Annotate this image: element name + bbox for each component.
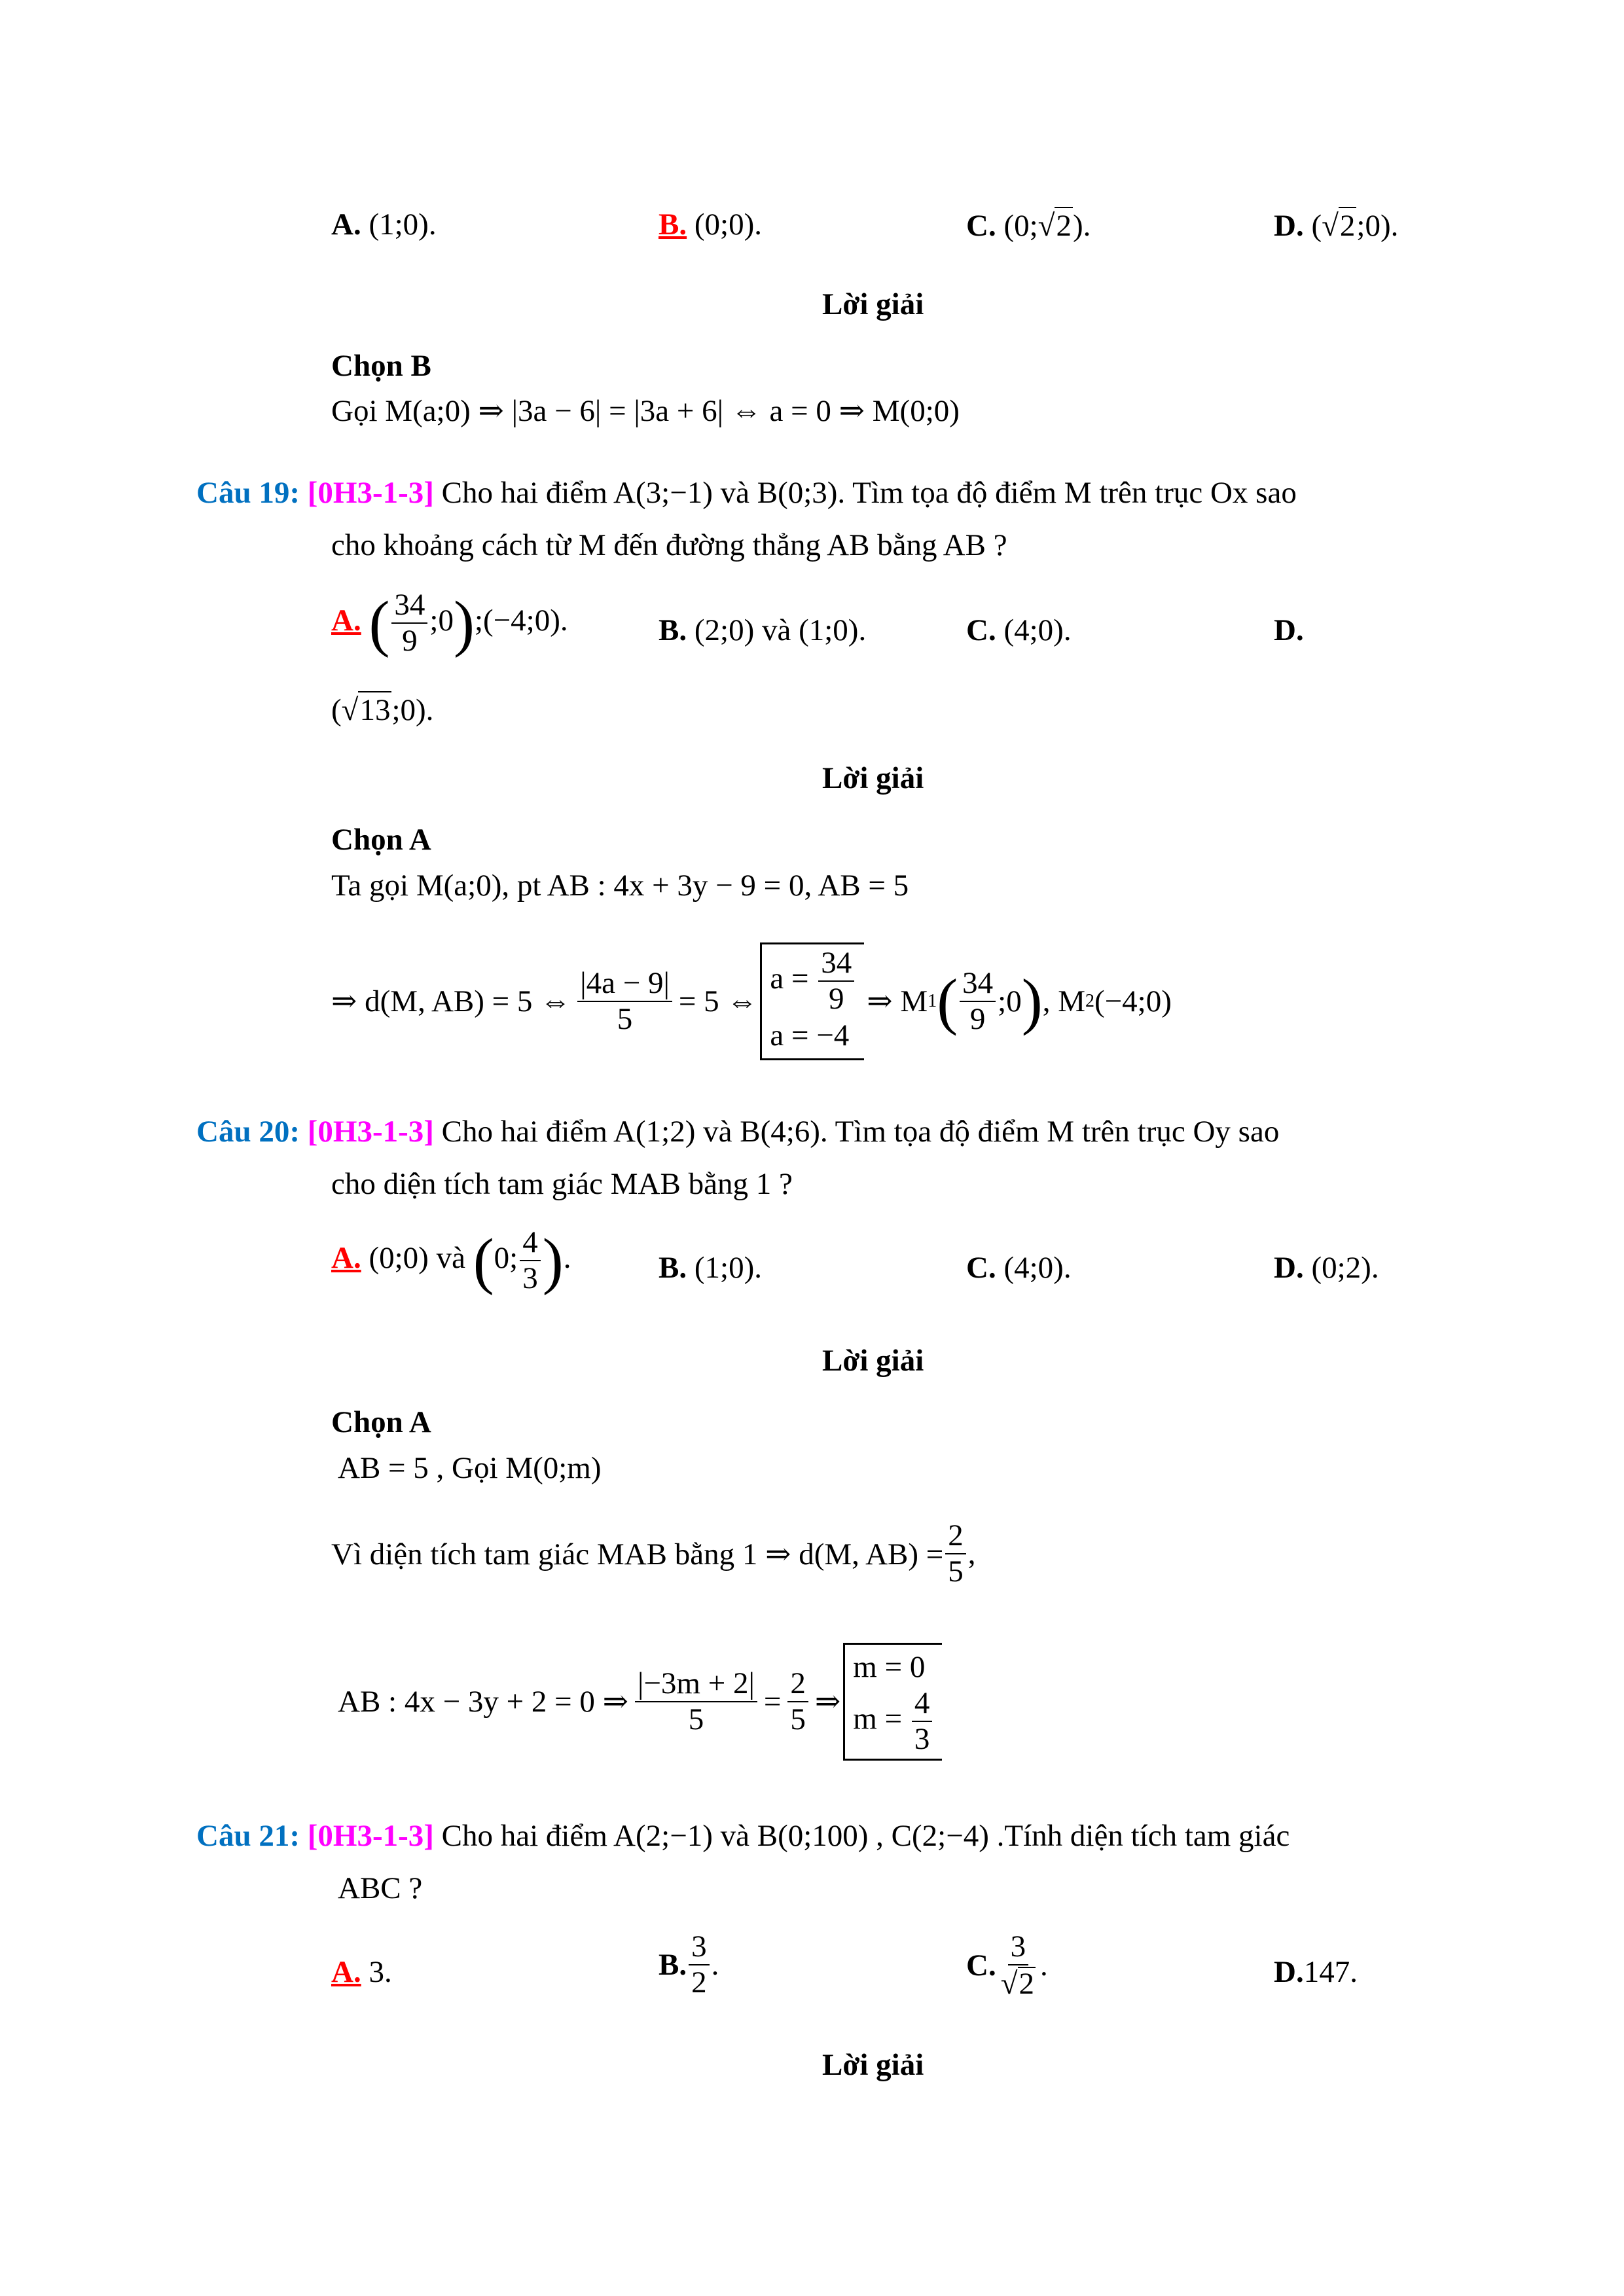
option-label: C.: [966, 209, 996, 243]
denominator: 5: [948, 1554, 964, 1589]
option-value: (4;0).: [1003, 613, 1072, 647]
denominator: 5: [790, 1702, 806, 1736]
option-label: B.: [659, 613, 687, 647]
q20-option-a: [331, 1227, 571, 1295]
q21-solution-heading: Lời giải: [822, 2048, 924, 2082]
q21-stem-line1: [196, 1818, 1290, 1854]
paren-close: ): [453, 588, 475, 658]
distance-expr: ⇒ d(M, AB) = 5 ⇔: [331, 984, 571, 1019]
option-value-pre: (: [331, 693, 342, 727]
fraction: [998, 1931, 1038, 2001]
option-label: A.: [331, 1241, 361, 1276]
denominator: [998, 1965, 1038, 2000]
paren-close: ): [542, 1225, 564, 1296]
option-label: B.: [659, 207, 687, 242]
fraction: [635, 1668, 757, 1736]
punct: ,: [967, 1537, 976, 1571]
question-tag: [0H3-1-3]: [307, 1115, 434, 1149]
system-row-1: [770, 947, 856, 1016]
q18-solution-heading: Lời giải: [822, 287, 924, 321]
result-prefix: ⇒ M: [867, 984, 928, 1019]
q20-stem-line2: cho diện tích tam giác MAB bằng 1 ?: [331, 1167, 793, 1201]
q20-stem-line1: [196, 1114, 1279, 1149]
option-label: B.: [659, 1948, 687, 1982]
numerator: 3: [689, 1931, 710, 1965]
option-label: C.: [966, 1948, 996, 1983]
q18-option-d: [1274, 207, 1398, 243]
option-value: 147.: [1303, 1955, 1358, 1989]
denominator: 9: [829, 982, 844, 1016]
sqrt-radicand: 13: [358, 691, 391, 728]
numerator: 2: [787, 1668, 808, 1702]
option-value-post: .: [711, 1948, 719, 1982]
numerator: |4a − 9|: [577, 967, 672, 1002]
q19-solution-heading: Lời giải: [822, 761, 924, 795]
q20-option-d: [1274, 1250, 1379, 1285]
fraction: [520, 1227, 541, 1295]
option-value-post: ;0).: [391, 693, 434, 727]
sqrt: √2: [1322, 207, 1356, 243]
denominator: 5: [617, 1001, 633, 1036]
denominator: 9: [402, 624, 418, 658]
fraction: [689, 1931, 710, 2000]
q18-option-c: [966, 207, 1091, 243]
q19-option-c: [966, 613, 1072, 648]
q21-option-c: [966, 1931, 1048, 2001]
system-row-2: a = −4: [770, 1018, 850, 1052]
q18-chosen: Chọn B: [331, 349, 431, 383]
q18-option-b: [659, 207, 762, 242]
subscript: 2: [1085, 990, 1094, 1011]
fraction: [818, 947, 854, 1016]
question-number: Câu 20:: [196, 1115, 300, 1149]
option-value-post: ;0).: [1356, 209, 1399, 243]
paren-close: ): [1021, 965, 1043, 1036]
equals-expr: = 5 ⇔: [678, 984, 758, 1018]
sqrt-radicand: 2: [1019, 1967, 1034, 2001]
sqrt-radicand: 2: [1339, 207, 1357, 243]
numerator: |−3m + 2|: [635, 1668, 757, 1702]
sqrt: √2: [1038, 207, 1073, 243]
q19-stem-line1: [196, 475, 1297, 511]
denominator: 9: [969, 1001, 986, 1036]
option-value-pre: (: [1311, 209, 1322, 243]
option-label: C.: [966, 613, 996, 647]
q20-option-c: [966, 1250, 1072, 1285]
question-text: Cho hai điểm A(3;−1) và B(0;3). Tìm tọa độ điểm M trên trục Ox sao: [441, 476, 1297, 510]
option-value-pre: (0;: [1003, 209, 1038, 243]
q20-chosen: Chọn A: [331, 1405, 431, 1439]
question-tag: [0H3-1-3]: [307, 476, 434, 510]
option-label: D.: [1274, 1955, 1304, 1989]
subscript: 1: [928, 990, 937, 1011]
fraction: [787, 1668, 808, 1736]
q19-chosen: Chọn A: [331, 823, 431, 857]
sqrt: √2: [1000, 1967, 1034, 2001]
numerator: 4: [912, 1687, 933, 1722]
numerator: 34: [960, 967, 996, 1002]
q19-option-b: [659, 613, 866, 648]
q20-solution-line2: [331, 1520, 976, 1588]
q19-solution-line1: Ta gọi M(a;0), pt AB : 4x + 3y − 9 = 0, AB = 5: [331, 869, 909, 903]
option-value-post: .: [563, 1241, 571, 1276]
option-value-rest: ;(−4;0).: [474, 603, 568, 638]
option-value: (1;0).: [694, 1251, 762, 1285]
denominator: 5: [688, 1702, 704, 1736]
option-value-mid: ;0: [429, 603, 454, 638]
q18-solution-line: Gọi M(a;0) ⇒ |3a − 6| = |3a + 6| ⇔ a = 0 ⇒ M(0;0): [331, 394, 960, 428]
option-value-in: 0;: [494, 1241, 518, 1276]
option-value: (4;0).: [1003, 1251, 1072, 1285]
q19-option-d-value: [331, 691, 433, 728]
sqrt: √13: [342, 691, 392, 728]
q20-solution-line3: [338, 1643, 945, 1761]
numerator: 34: [818, 947, 854, 982]
equals: =: [763, 1684, 782, 1719]
q20-solution-heading: Lời giải: [822, 1344, 924, 1378]
system-lhs: m =: [853, 1702, 903, 1736]
paren-open: (: [369, 588, 390, 658]
option-value-post: .: [1040, 1948, 1048, 1983]
result-post: (−4;0): [1094, 984, 1172, 1018]
option-value: (0;2).: [1311, 1251, 1379, 1285]
solution-system: [760, 942, 864, 1060]
denominator: 3: [522, 1261, 538, 1296]
option-value: (0;0).: [694, 207, 762, 242]
result-m2: , M: [1042, 984, 1085, 1018]
question-number: Câu 19:: [196, 476, 300, 510]
sqrt-radicand: 2: [1055, 207, 1073, 243]
system-lhs: a =: [770, 961, 809, 996]
paren-open: (: [473, 1225, 494, 1296]
option-label: C.: [966, 1251, 996, 1285]
option-label: A.: [331, 1955, 361, 1989]
question-number: Câu 21:: [196, 1819, 300, 1853]
denominator: 2: [691, 1965, 707, 2000]
fraction: [960, 967, 996, 1036]
option-label: A.: [331, 207, 361, 242]
option-value: (1;0).: [369, 207, 437, 242]
question-tag: [0H3-1-3]: [307, 1819, 434, 1853]
option-value-post: ).: [1072, 209, 1091, 243]
numerator: 3: [1008, 1931, 1029, 1965]
q20-option-b: [659, 1250, 762, 1285]
q19-option-a: [331, 589, 568, 658]
solution-system: [843, 1643, 942, 1761]
arrow: ⇒: [814, 1685, 841, 1719]
q19-stem-line2: cho khoảng cách từ M đến đường thẳng AB bằng AB ?: [331, 528, 1007, 562]
fraction: [945, 1520, 966, 1588]
option-label: D.: [1274, 1251, 1304, 1285]
numerator: 34: [391, 589, 427, 624]
system-row-2: [853, 1687, 934, 1756]
q21-option-d: [1274, 1954, 1358, 1990]
option-label: A.: [331, 603, 361, 638]
option-value-pre: (0;0) và: [369, 1241, 465, 1276]
option-label: D.: [1274, 209, 1304, 243]
fraction: [577, 967, 672, 1036]
q19-option-d-label: [1274, 613, 1304, 648]
numerator: 2: [945, 1520, 966, 1554]
paren-open: (: [937, 965, 958, 1036]
result-mid: ;0: [998, 984, 1022, 1018]
q18-option-a: [331, 207, 437, 242]
numerator: 4: [520, 1227, 541, 1261]
line-equation: AB : 4x − 3y + 2 = 0 ⇒: [338, 1685, 628, 1719]
option-value: (2;0) và (1;0).: [694, 613, 867, 647]
q19-solution-line2: [331, 942, 1172, 1060]
fraction: [912, 1687, 933, 1756]
option-label: D.: [1274, 613, 1304, 647]
q21-option-a: [331, 1954, 392, 1990]
option-value: 3.: [369, 1955, 392, 1989]
denominator: 3: [914, 1722, 930, 1757]
question-text: Cho hai điểm A(2;−1) và B(0;100) , C(2;−4) .Tính diện tích tam giác: [441, 1819, 1290, 1853]
q21-stem-line2: ABC ?: [338, 1871, 423, 1905]
option-label: B.: [659, 1251, 687, 1285]
question-text: Cho hai điểm A(1;2) và B(4;6). Tìm tọa độ điểm M trên trục Oy sao: [441, 1115, 1280, 1149]
q21-option-b: [659, 1931, 719, 2000]
fraction: [391, 589, 427, 658]
area-condition: Vì diện tích tam giác MAB bằng 1 ⇒ d(M, AB) =: [331, 1537, 944, 1571]
q20-solution-line1: AB = 5 , Gọi M(0;m): [338, 1451, 602, 1485]
system-row-1: m = 0: [853, 1650, 926, 1684]
